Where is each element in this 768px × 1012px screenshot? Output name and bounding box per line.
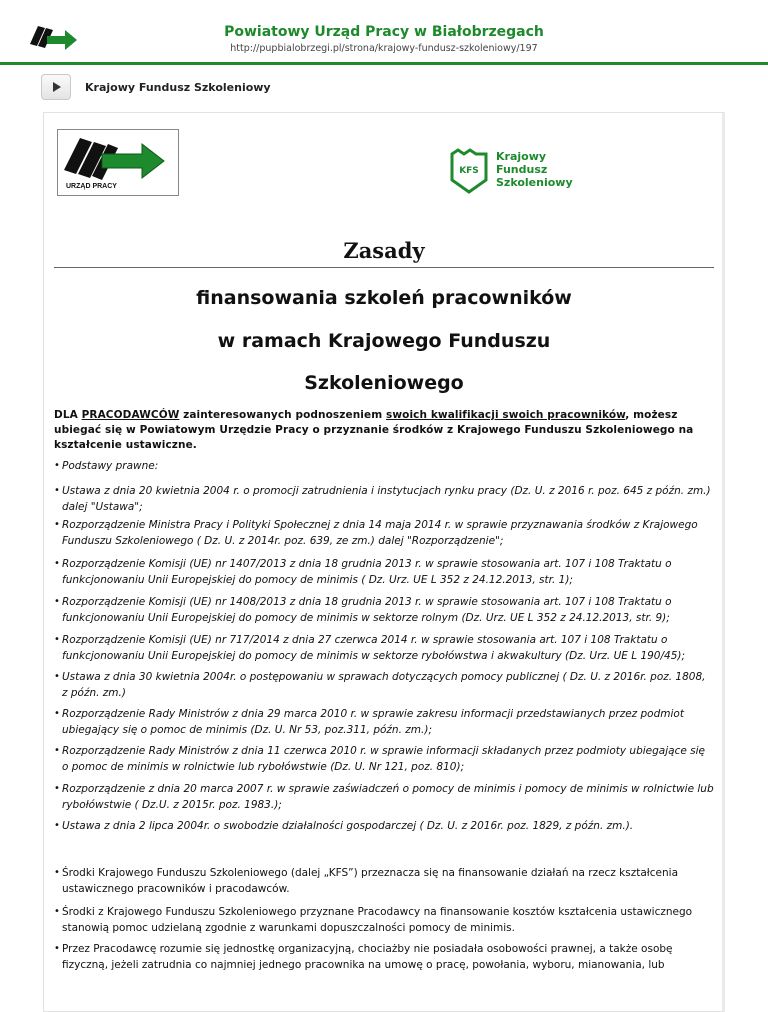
- list-item: • Środki z Krajowego Funduszu Szkoleniowego przyznane Pracodawcy na finansowanie kosztów kształcenia ustawicznego stanowią pomoc udzielaną zgodnie z warunkami dopuszczalności pomocy de minimis.: [54, 906, 693, 934]
- kfs-line2: Fundusz: [496, 163, 548, 176]
- page-url: http://pupbialobrzegi.pl/strona/krajowy-fundusz-szkoleniowy/197: [230, 43, 538, 54]
- list-item: • Rozporządzenie Komisji (UE) nr 1408/2013 z dnia 18 grudnia 2013 r. w sprawie stosowania art. 107 i 108 Traktatu o funkcjonowaniu Unii Europejskiej do pomocy de minimis w sektorze rolnym (Dz. Urz. UE L 352 z 24.12.2013, str. 9);: [54, 596, 672, 624]
- pup-logo-text: URZĄD PRACY: [66, 183, 117, 190]
- pup-logo-graphic: [58, 130, 177, 194]
- site-title[interactable]: Powiatowy Urząd Pracy w Białobrzegach: [224, 24, 544, 40]
- page-title: Zasady: [343, 238, 425, 263]
- subheading-1: finansowania szkoleń pracowników: [196, 287, 572, 309]
- breadcrumb[interactable]: Krajowy Fundusz Szkoleniowy: [85, 81, 271, 94]
- list-item: • Przez Pracodawcę rozumie się jednostkę organizacyjną, chociażby nie posiadała osobowości prawnej, a także osobę fizyczną, jeżeli zatrudnia co najmniej jednego pracownika na umowę o pracę, powołania, wyboru, mianowania, lub: [54, 943, 673, 971]
- play-icon: [42, 75, 70, 99]
- list-item: • Rozporządzenie Komisji (UE) nr 717/2014 z dnia 27 czerwca 2014 r. w sprawie stosowania art. 107 i 108 Traktatu o funkcjonowaniu Unii Europejskiej do pomocy de minimis w sektorze rybołówstwa i akwakultury (Dz. Urz. UE L 190/45);: [54, 634, 686, 662]
- list-item: • Rozporządzenie Rady Ministrów z dnia 29 marca 2010 r. w sprawie zakresu informacji przedstawianych przez podmiot ubiegający się o pomoc de minimis (Dz. U. Nr 53, poz.311, późn. zm.);: [54, 708, 684, 736]
- subheading-2: w ramach Krajowego Funduszu: [217, 330, 551, 352]
- list-item: • Rozporządzenie Komisji (UE) nr 1407/2013 z dnia 18 grudnia 2013 r. w sprawie stosowania art. 107 i 108 Traktatu o funkcjonowaniu Unii Europejskiej do pomocy de minimis ( Dz. Urz. UE L 352 z 24.12.2013, str. 1);: [54, 558, 672, 586]
- intro-paragraph: DLA PRACODAWCÓW zainteresowanych podnoszeniem swoich kwalifikacji swoich pracowników, możesz ubiegać się w Powiatowym Urzędzie Pracy o przyznanie środków z Krajowego Funduszu Szkoleniowego na kształcenie ustawiczne.: [54, 409, 694, 451]
- list-item: • Rozporządzenie z dnia 20 marca 2007 r. w sprawie zaświadczeń o pomocy de minimis i pomocy de minimis w rolnictwie lub rybołówstwie ( Dz.U. z 2015r. poz. 1983.);: [54, 783, 714, 811]
- list-item: • Środki Krajowego Funduszu Szkoleniowego (dalej „KFS”) przeznacza się na finansowanie działań na rzecz kształcenia ustawicznego pracowników i pracodawców.: [54, 867, 679, 895]
- kfs-logo: [448, 148, 588, 194]
- list-item: • Rozporządzenie Rady Ministrów z dnia 11 czerwca 2010 r. w sprawie informacji składanych przez podmioty ubiegające się o pomoc de minimis w rolnictwie lub rybołówstwie (Dz. U. Nr 121, poz. 810);: [54, 745, 706, 773]
- kfs-line1: Krajowy: [496, 150, 547, 163]
- site-header: [0, 0, 768, 65]
- list-item: • Ustawa z dnia 20 kwietnia 2004 r. o promocji zatrudnienia i instytucjach rynku pracy (Dz. U. z 2016 r. poz. 645 z późn. zm.) dalej "Ustawa";: [54, 485, 711, 513]
- pup-logo: [57, 129, 179, 196]
- breadcrumb-button[interactable]: [41, 74, 71, 100]
- list-item: • Ustawa z dnia 30 kwietnia 2004r. o postępowaniu w sprawach dotyczących pomocy publicznej ( Dz. U. z 2016r. poz. 1808, z późn. zm.): [54, 671, 706, 699]
- kfs-badge-text: KFS: [459, 166, 479, 176]
- subheading-3: Szkoleniowego: [304, 372, 464, 394]
- list-item: • Podstawy prawne:: [54, 460, 159, 472]
- list-item: • Rozporządzenie Ministra Pracy i Polityki Społecznej z dnia 14 maja 2014 r. w sprawie przyznawania środków z Krajowego Funduszu Szkoleniowego ( Dz. U. z 2014r. poz. 639, ze zm.) dalej "Rozporządzenie";: [54, 519, 698, 547]
- kfs-line3: Szkoleniowy: [496, 176, 573, 189]
- divider: [54, 267, 714, 268]
- list-item: • Ustawa z dnia 2 lipca 2004r. o swobodzie działalności gospodarczej ( Dz. U. z 2016r. poz. 1829, z późn. zm.).: [54, 820, 634, 832]
